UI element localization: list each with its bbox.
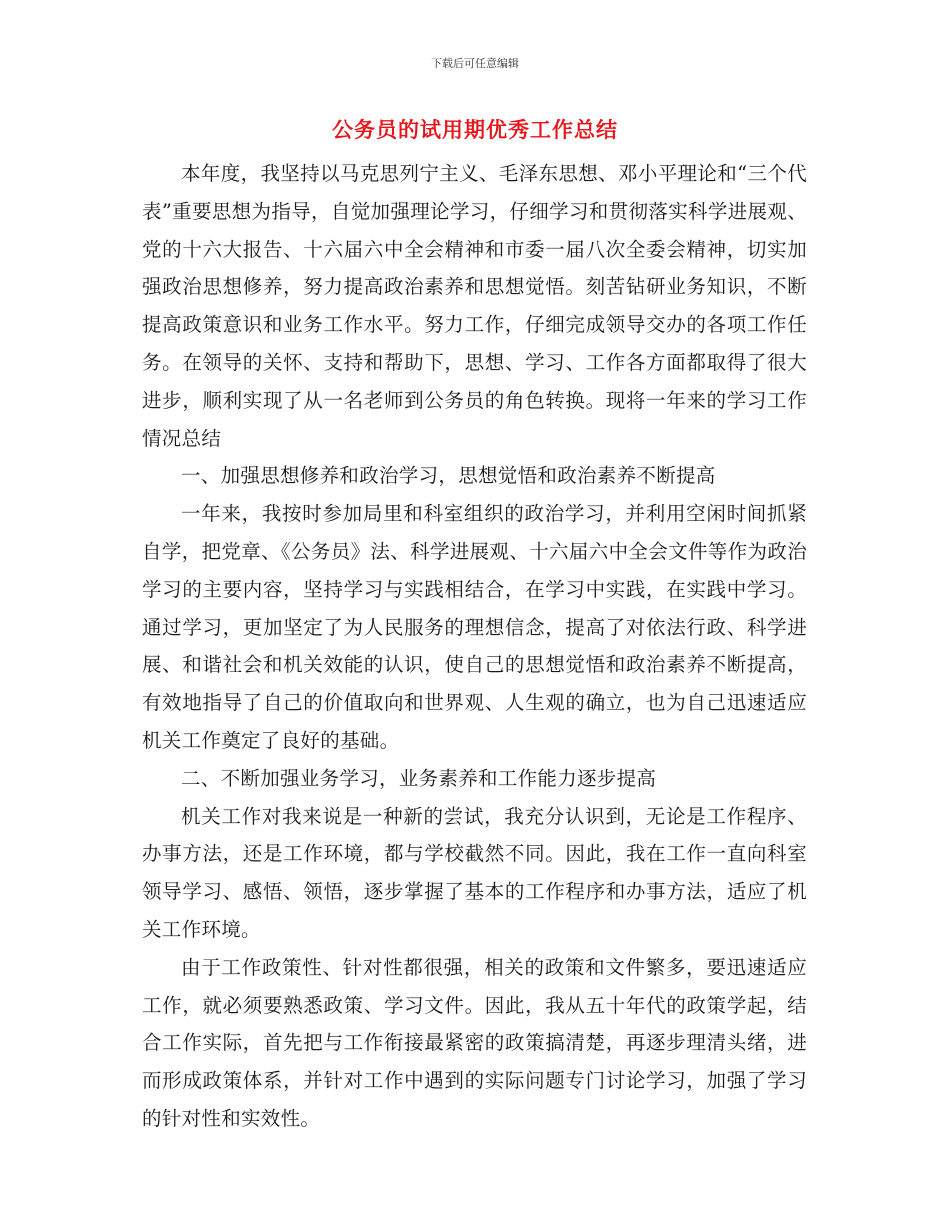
paragraph-section-1: 一年来，我按时参加局里和科室组织的政治学习，并利用空闲时间抓紧自学，把党章、《公务员》法、科学进展观、十六届六中全会文件等作为政治学习的主要内容，坚持学习与实践相结合，在学习中实践，在实践中学习。通过学习，更加坚定了为人民服务的理想信念，提高了对依法行政、科学进展、和谐社会和机关效能的认识，使自己的思想觉悟和政治素养不断提高，有效地指导了自己的价值取向和世界观、人生观的确立，也为自己迅速适应机关工作奠定了良好的基础。 [142, 502, 807, 752]
section-heading-1: 一、加强思想修养和政治学习，思想觉悟和政治素养不断提高 [181, 464, 716, 488]
paragraph-intro: 本年度，我坚持以马克思列宁主义、毛泽东思想、邓小平理论和“三个代表”重要思想为指导，自觉加强理论学习，仔细学习和贯彻落实科学进展观、党的十六大报告、十六届六中全会精神和市委一届八次全委会精神，切实加强政治思想修养，努力提高政治素养和思想觉悟。刻苦钻研业务知识，不断提高政策意识和业务工作水平。努力工作，仔细完成领导交办的各项工作任务。在领导的关怀、支持和帮助下，思想、学习、工作各方面都取得了很大进步，顺利实现了从一名老师到公务员的角色转换。现将一年来的学习工作情况总结 [142, 162, 807, 450]
header-note: 下载后可任意编辑 [431, 57, 519, 70]
section-heading-2: 二、不断加强业务学习，业务素养和工作能力逐步提高 [181, 766, 657, 790]
document-title: 公务员的试用期优秀工作总结 [332, 118, 618, 142]
document-body [142, 155, 807, 1138]
paragraph-section-2b: 由于工作政策性、针对性都很强，相关的政策和文件繁多，要迅速适应工作，就必须要熟悉政策、学习文件。因此，我从五十年代的政策学起，结合工作实际，首先把与工作衔接最紧密的政策搞清楚，再逐步理清头绪，进而形成政策体系，并针对工作中遇到的实际问题专门讨论学习，加强了学习的针对性和实效性。 [142, 955, 807, 1130]
paragraph-section-2a: 机关工作对我来说是一种新的尝试，我充分认识到，无论是工作程序、办事方法，还是工作环境，都与学校截然不同。因此，我在工作一直向科室领导学习、感悟、领悟，逐步掌握了基本的工作程序和办事方法，适应了机关工作环境。 [142, 804, 807, 941]
